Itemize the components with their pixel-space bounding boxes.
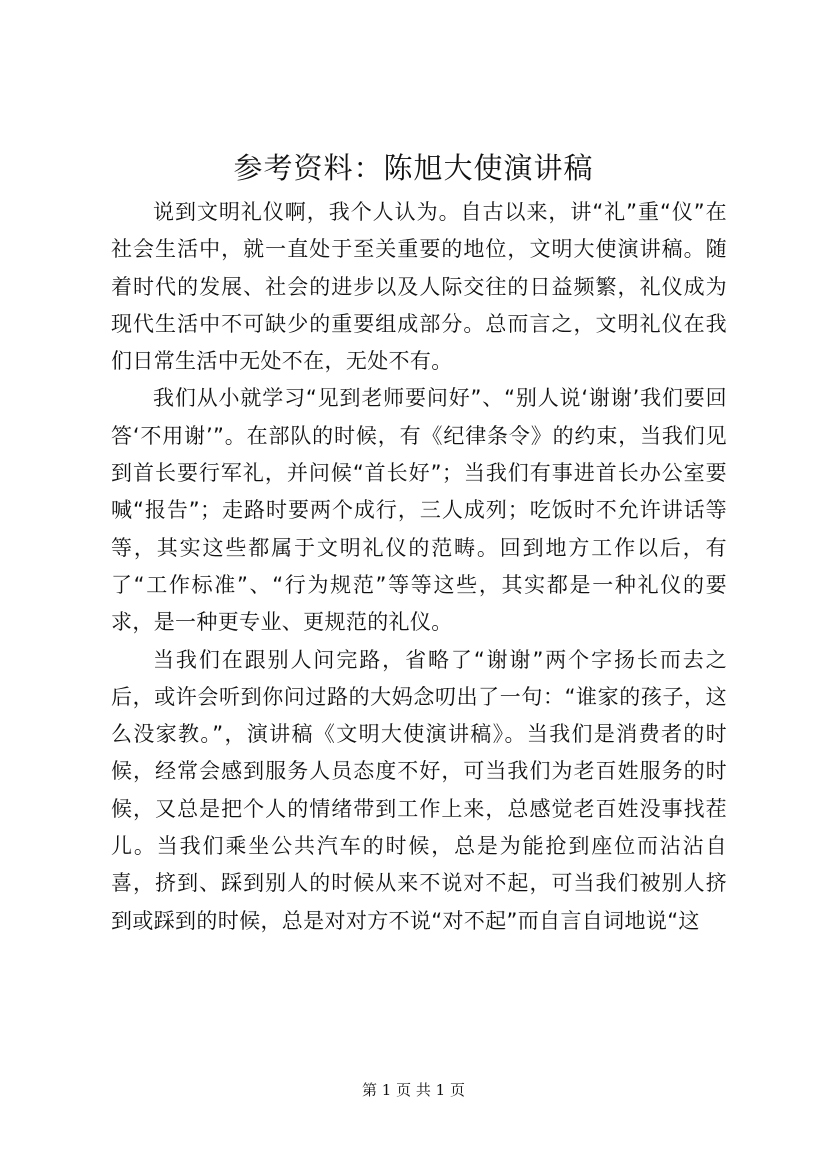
document-body: [111, 194, 727, 940]
paragraph-2: 我们从小就学习“见到老师要问好”、“别人说‘谢谢’我们要回答‘不用谢’”。在部队的时候，有《纪律条令》的约束，当我们见到首长要行军礼，并问候“首长好”；当我们有事进首长办公室要喊“报告”；走路时要两个成行，三人成列；吃饭时不允许讲话等等，其实这些都属于文明礼仪的范畴。回到地方工作以后，有了“工作标准”、“行为规范”等等这些，其实都是一种礼仪的要求，是一种更专业、更规范的礼仪。: [111, 386, 727, 635]
document-title: 参考资料：陈旭大使演讲稿: [233, 151, 594, 185]
page-footer: 第 1 页 共 1 页: [362, 1081, 465, 1099]
paragraph-1: 说到文明礼仪啊，我个人认为。自古以来，讲“礼”重“仪”在社会生活中，就一直处于至关重要的地位，文明大使演讲稿。随着时代的发展、社会的进步以及人际交往的日益频繁，礼仪成为现代生活中不可缺少的重要组成部分。总而言之，文明礼仪在我们日常生活中无处不在，无处不有。: [111, 200, 727, 374]
paragraph-3: 当我们在跟别人问完路，省略了“谢谢”两个字扬长而去之后，或许会听到你问过路的大妈念叨出了一句：“谁家的孩子，这么没家教。”，演讲稿《文明大使演讲稿》。当我们是消费者的时候，经常会感到服务人员态度不好，可当我们为老百姓服务的时候，又总是把个人的情绪带到工作上来，总感觉老百姓没事找茬儿。当我们乘坐公共汽车的时候，总是为能抢到座位而沾沾自喜，挤到、踩到别人的时候从来不说对不起，可当我们被别人挤到或踩到的时候，总是对对方不说“对不起”而自言自词地说“这: [111, 647, 727, 933]
